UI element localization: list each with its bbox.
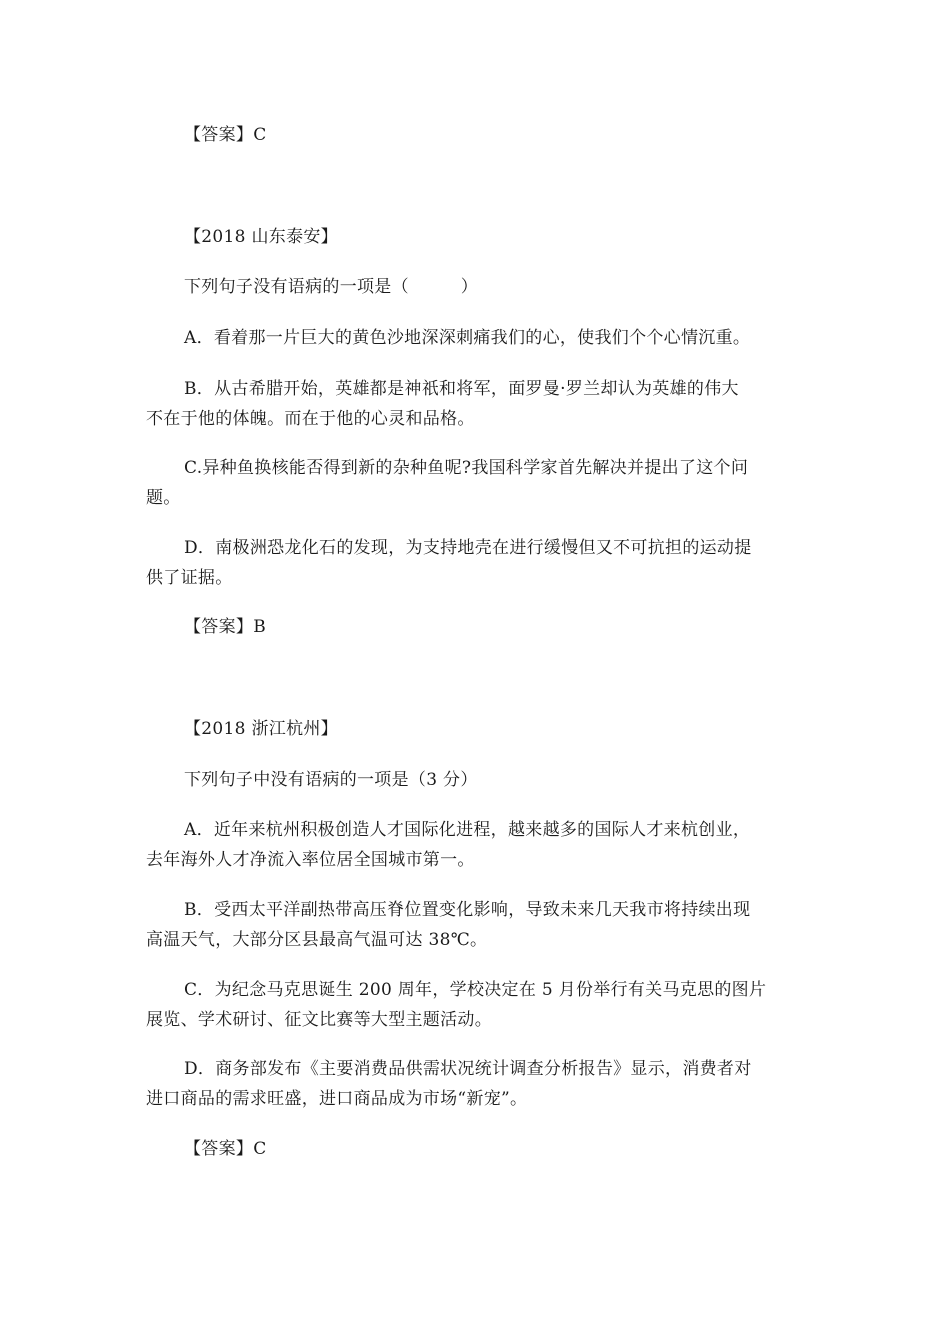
- question-source: 【2018 山东泰安】: [184, 227, 338, 247]
- option-b-line2: 不在于他的体魄。而在于他的心灵和品格。: [146, 409, 475, 429]
- answer-line: 【答案】B: [184, 617, 266, 637]
- option-c-line2: 展览、学术研讨、征文比赛等大型主题活动。: [146, 1010, 492, 1030]
- option-c: [146, 975, 806, 1035]
- option-a-line2: 去年海外人才净流入率位居全国城市第一。: [146, 850, 475, 870]
- option-b: [146, 374, 806, 434]
- option-a: [146, 815, 806, 875]
- option-b: [146, 895, 806, 955]
- question-stem: 下列句子中没有语病的一项是（3 分）: [184, 770, 478, 790]
- option-a-line1: A．近年来杭州积极创造人才国际化进程，越来越多的国际人才来杭创业，: [184, 820, 751, 840]
- answer-line: 【答案】C: [184, 1139, 267, 1159]
- option-d-line2: 供了证据。: [146, 568, 233, 588]
- option-b-line2: 高温天气，大部分区县最高气温可达 38℃。: [146, 930, 488, 950]
- option-c: [146, 453, 806, 513]
- question-source: 【2018 浙江杭州】: [184, 719, 338, 739]
- option-d-line2: 进口商品的需求旺盛，进口商品成为市场“新宠”。: [146, 1089, 528, 1109]
- answer-line: 【答案】C: [184, 125, 267, 145]
- option-c-line1: C.异种鱼换核能否得到新的杂种鱼呢?我国科学家首先解决并提出了这个问: [184, 458, 749, 478]
- option-d-line1: D．南极洲恐龙化石的发现，为支持地壳在进行缓慢但又不可抗担的运动提: [184, 538, 752, 558]
- option-b-line1: B．从古希腊开始，英雄都是神祇和将军，面罗曼·罗兰却认为英雄的伟大: [184, 379, 739, 399]
- option-d: [146, 533, 806, 593]
- option-c-line1: C．为纪念马克思诞生 200 周年，学校决定在 5 月份举行有关马克思的图片: [184, 980, 767, 1000]
- question-stem: 下列句子没有语病的一项是（ ）: [184, 277, 479, 297]
- option-c-line2: 题。: [146, 488, 181, 508]
- option-d-line1: D．商务部发布《主要消费品供需状况统计调查分析报告》显示，消费者对: [184, 1059, 752, 1079]
- option-d: [146, 1054, 806, 1114]
- option-a: A．看着那一片巨大的黄色沙地深深刺痛我们的心，使我们个个心情沉重。: [184, 328, 751, 348]
- option-b-line1: B．受西太平洋副热带高压脊位置变化影响，导致未来几天我市将持续出现: [184, 900, 751, 920]
